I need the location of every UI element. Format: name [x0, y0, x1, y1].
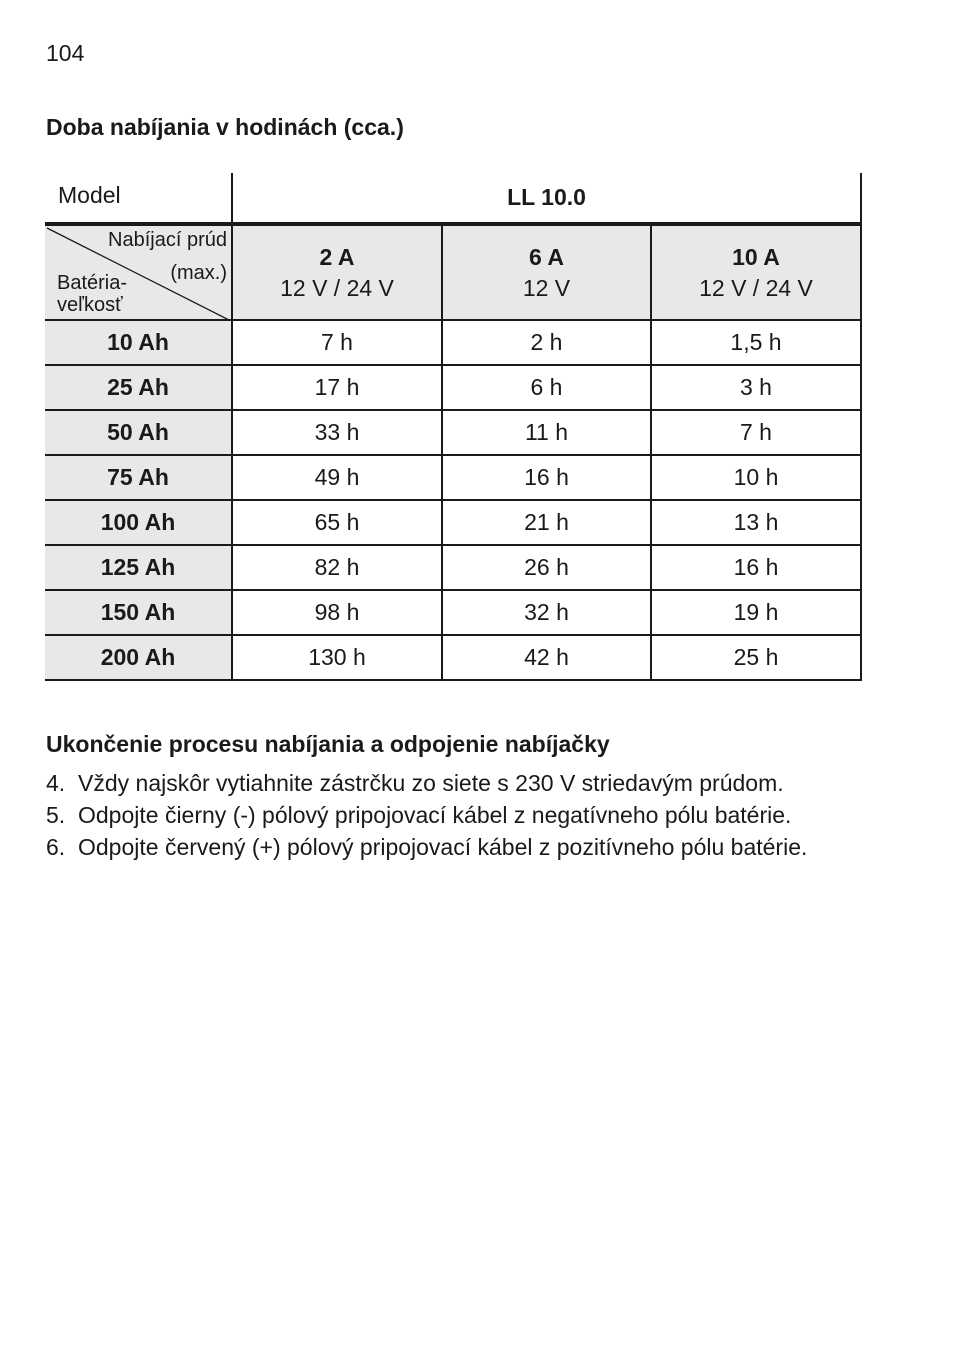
model-label: Model — [45, 173, 233, 222]
battery-size: 125 Ah — [45, 546, 233, 589]
charge-time: 17 h — [233, 366, 443, 409]
charge-time: 25 h — [652, 636, 862, 679]
charge-time: 1,5 h — [652, 321, 862, 364]
charge-time: 19 h — [652, 591, 862, 634]
table-row — [45, 501, 862, 546]
disconnect-steps-list — [46, 767, 906, 863]
charge-time: 10 h — [652, 456, 862, 499]
charge-time: 3 h — [652, 366, 862, 409]
table-row — [45, 321, 862, 366]
column-voltage: 12 V — [522, 274, 571, 301]
charge-time: 82 h — [233, 546, 443, 589]
battery-size: 100 Ah — [45, 501, 233, 544]
charge-time: 7 h — [233, 321, 443, 364]
charge-time: 16 h — [443, 456, 652, 499]
model-row — [45, 173, 862, 224]
charge-time: 13 h — [652, 501, 862, 544]
header-max: (max.) — [170, 262, 227, 284]
step-number: 4. — [46, 770, 66, 796]
column-voltage: 12 V / 24 V — [699, 274, 813, 301]
charge-time: 2 h — [443, 321, 652, 364]
charge-time: 26 h — [443, 546, 652, 589]
step-text: Vždy najskôr vytiahnite zástrčku zo siete s 230 V striedavým prúdom. — [78, 770, 784, 796]
header-charging-current: Nabíjací prúd — [108, 229, 227, 251]
charging-time-title: Doba nabíjania v hodinách (cca.) — [46, 114, 404, 140]
table-row — [45, 456, 862, 501]
header-battery-line1: Batéria- — [57, 272, 128, 294]
column-header — [652, 226, 862, 319]
battery-size: 200 Ah — [45, 636, 233, 679]
disconnect-section-title: Ukončenie procesu nabíjania a odpojenie nabíjačky — [46, 731, 610, 757]
charge-time: 11 h — [443, 411, 652, 454]
column-amp: 6 A — [529, 243, 564, 270]
list-item — [46, 831, 906, 863]
step-number: 6. — [46, 834, 66, 860]
header-row — [45, 224, 862, 321]
step-number: 5. — [46, 802, 66, 828]
header-battery-line2: veľkosť — [57, 294, 123, 316]
page-number: 104 — [46, 40, 85, 66]
charge-time: 98 h — [233, 591, 443, 634]
diagonal-header-cell — [45, 226, 233, 319]
charge-time: 32 h — [443, 591, 652, 634]
table-row — [45, 546, 862, 591]
step-text: Odpojte červený (+) pólový pripojovací kábel z pozitívneho pólu batérie. — [78, 834, 808, 860]
battery-size: 50 Ah — [45, 411, 233, 454]
charge-time: 16 h — [652, 546, 862, 589]
battery-size: 25 Ah — [45, 366, 233, 409]
column-voltage: 12 V / 24 V — [280, 274, 394, 301]
column-header — [443, 226, 652, 319]
battery-size: 10 Ah — [45, 321, 233, 364]
table-row — [45, 636, 862, 681]
header-battery-size — [57, 272, 127, 316]
charge-time: 130 h — [233, 636, 443, 679]
battery-size: 75 Ah — [45, 456, 233, 499]
column-header — [233, 226, 443, 319]
model-value: LL 10.0 — [233, 173, 862, 222]
charge-time: 21 h — [443, 501, 652, 544]
charge-time: 42 h — [443, 636, 652, 679]
charge-time: 6 h — [443, 366, 652, 409]
charge-time: 33 h — [233, 411, 443, 454]
table-row — [45, 366, 862, 411]
column-amp: 2 A — [319, 243, 355, 270]
charge-time: 65 h — [233, 501, 443, 544]
step-text: Odpojte čierny (-) pólový pripojovací kábel z negatívneho pólu batérie. — [78, 802, 792, 828]
battery-size: 150 Ah — [45, 591, 233, 634]
charging-time-table — [45, 173, 862, 681]
list-item — [46, 767, 906, 799]
charge-time: 49 h — [233, 456, 443, 499]
table-row — [45, 591, 862, 636]
column-amp: 10 A — [732, 243, 780, 270]
charge-time: 7 h — [652, 411, 862, 454]
list-item — [46, 799, 906, 831]
table-row — [45, 411, 862, 456]
